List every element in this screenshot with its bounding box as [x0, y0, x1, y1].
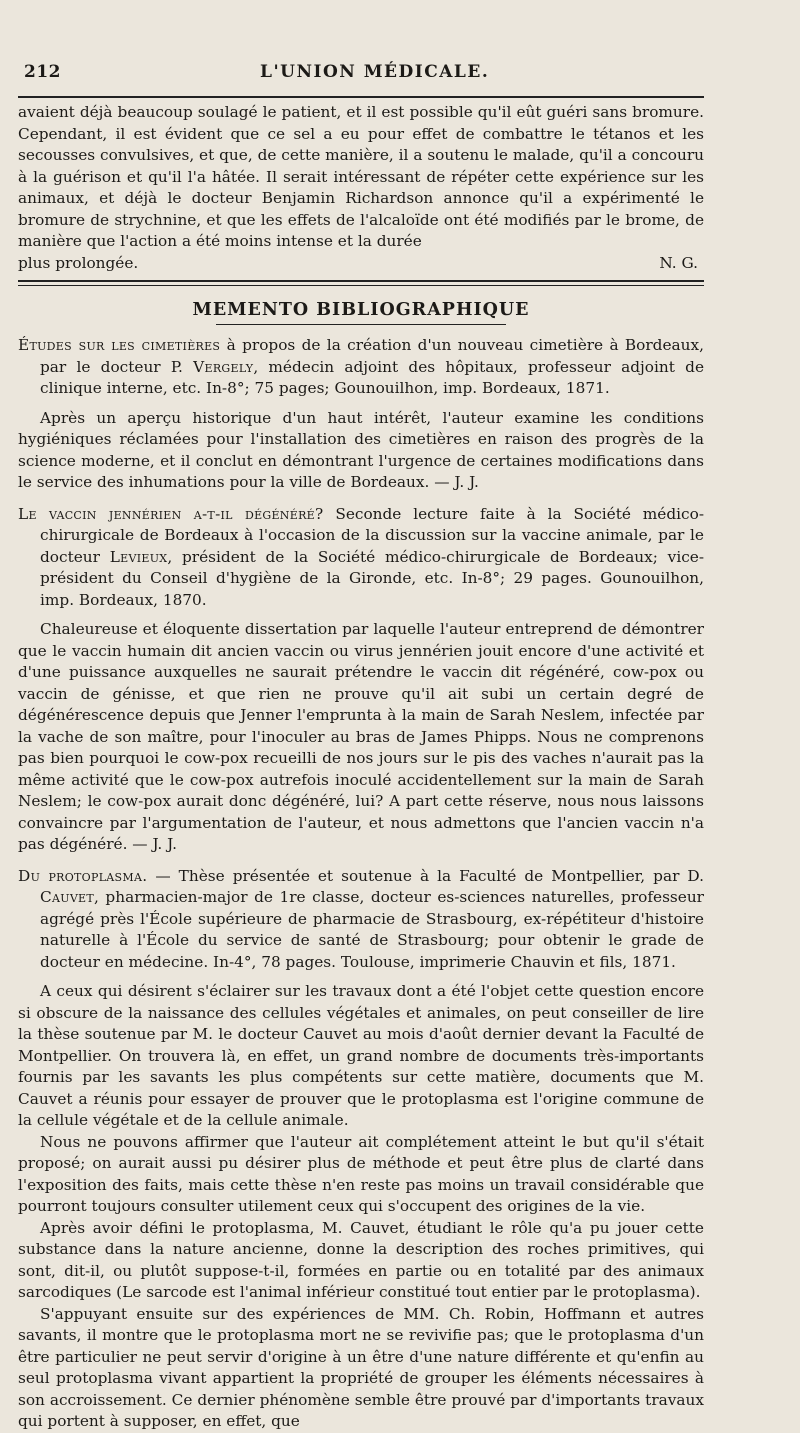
entry-body-paragraph: Après avoir défini le protoplasma, M. Cauvet, étudiant le rôle qu'a pu jouer cette substance dans la nature ancienne, donne la description des roches primitives, qui sont, dit-il, ou plutôt suppose-t-il, formées en partie ou en totalité par des animaux sarcodiques (Le sarcode est l'animal inférieur constitué tout entier par le protoplasma). — [18, 1218, 704, 1301]
entry-details: , pharmacien-major de 1re classe, docteur es-sciences naturelles, professeur agrégé près l'École supérieure de pharmacie de Strasbourg, ex-répétiteur d'histoire naturelle à l'École du service de santé de Strasbourg; pour obtenir le grade de docteur en médecine. In-4°, 78 pages. Toulouse, imprimerie Chauvin et fils, 1871. — [40, 888, 704, 971]
intro-paragraph: avaient déjà beaucoup soulagé le patient, et il est possible qu'il eût guéri sans bromure. Cependant, il est évident que ce sel a eu pour effet de combattre le tétanos et les secousses convulsives, et que, de cette manière, il a soutenu le malade, qu'il a concouru à la guérison et qu'il l'a hâtée. Il serait intéressant de répéter cette expérience sur les animaux, et déjà le docteur Benjamin Richardson annonce qu'il a expérimenté le bromure de strychnine, et que les effets de l'alcaloïde ont été modifiés par le brome, de manière que l'action a été moins intense et la durée — [18, 103, 704, 250]
running-title: L'UNION MÉDICALE. — [260, 62, 490, 82]
section-rule — [18, 280, 704, 286]
entry-body-paragraph: A ceux qui désirent s'éclairer sur les travaux dont a été l'objet cette question encore si obscure de la naissance des cellules végétales et animales, on peut conseiller de lire la thèse soutenue par M. le docteur Cauvet au mois d'août dernier devant la Faculté de Montpellier. On trouvera là, en effet, un grand nombre de documents très-importants fournis par les savants les plus compétents sur cette matière, documents que M. Cauvet a réunis pour essayer de prouver que le protoplasma est l'origine commune de la cellule végétale et de la cellule animale. — [18, 982, 704, 1129]
entry-title: Études sur les cimetières — [18, 336, 221, 354]
entry-body-paragraph: Après un aperçu historique d'un haut intérêt, l'auteur examine les conditions hygiéniques réclamées pour l'installation des cimetières en raison des progrès de la science moderne, et il conclut en démontrant l'urgence de certaines modifications dans le service des inhumations pour la ville de Bordeaux. — J. J. — [18, 408, 704, 491]
entry-cimetieres — [18, 335, 704, 494]
entry-description: à propos de la création d'un nouveau cimetière à Bordeaux, par le docteur P. — [40, 336, 704, 376]
entry-body-paragraph: S'appuyant ensuite sur des expériences de MM. Ch. Robin, Hoffmann et autres savants, il montre que le protoplasma mort ne se revivifie pas; que le protoplasma d'un être particulier ne peut servir d'origine à un être d'une nature différente et qu'enfin au seul protoplasma vivant appartient la propriété de grouper les éléments nécessaires à son accroissement. Ce dernier phénomène semble être prouvé par d'importants travaux qui portent à supposer, en effet, que — [18, 1304, 704, 1430]
entry-description: Seconde lecture faite à la Société médico-chirurgicale de Bordeaux à l'occasion de la discussion sur la vaccine animale, par le docteur — [40, 504, 704, 566]
header-rule — [18, 96, 704, 98]
entry-description: — Thèse présentée et soutenue à la Faculté de Montpellier, par D. — [147, 866, 704, 885]
section-title: MEMENTO BIBLIOGRAPHIQUE — [192, 300, 530, 320]
page-number: 212 — [24, 62, 61, 82]
entry-title: Du protoplasma. — [18, 866, 148, 885]
entry-author: Levieux — [109, 547, 168, 566]
page-header — [24, 62, 704, 82]
entry-protoplasma — [18, 866, 704, 1433]
intro-signature-line — [18, 253, 704, 275]
intro-last-line: plus prolongée. — [18, 253, 139, 272]
intro-signature: N. G. — [659, 253, 698, 272]
entry-title: Le vaccin jennérien a-t-il dégénéré? — [18, 504, 324, 523]
title-underline — [216, 324, 506, 325]
entry-heading — [18, 866, 704, 974]
entry-vaccin — [18, 504, 704, 856]
entry-body-paragraph: Nous ne pouvons affirmer que l'auteur ait complétement atteint le but qu'il s'était proposé; on aurait aussi pu désirer plus de méthode et peut être plus de clarté dans l'exposition des faits, mais cette thèse n'en reste pas moins un travail considérable que pourront toujours consulter utilement ceux qui s'occupent des origines de la vie. — [18, 1132, 704, 1215]
entry-author: Vergely — [193, 357, 254, 376]
entry-heading — [18, 335, 704, 400]
entry-heading — [18, 504, 704, 612]
entry-details: , président de la Société médico-chirurgicale de Bordeaux; vice-président du Conseil d'hygiène de la Gironde, etc. In-8°; 29 pages. Gounouilhon, imp. Bordeaux, 1870. — [40, 547, 705, 609]
entry-author: Cauvet — [40, 888, 95, 906]
entry-details: , médecin adjoint des hôpitaux, professeur adjoint de clinique interne, etc. In-8°; 75 pages; Gounouilhon, imp. Bordeaux, 1871. — [40, 357, 705, 397]
entry-body-paragraph: Chaleureuse et éloquente dissertation par laquelle l'auteur entreprend de démontrer que le vaccin humain dit ancien vaccin ou virus jennérien jouit encore d'une activité et d'une puissance auxquelles ne saurait prétendre le vaccin dit régénéré, cow-pox ou vaccin de génisse, et que rien ne prouve qu'il ait subi un certain degré de dégénérescence depuis que Jenner l'emprunta à la main de Sarah Neslem, infectée par la vache de son maître, pour l'inoculer au bras de James Phipps. Nous ne comprenons pas bien pourquoi le cow-pox recueilli de nos jours sur le pis des vaches n'aurait pas la même activité que le cow-pox autrefois inoculé accidentellement sur la main de Sarah Neslem; le cow-pox aurait donc dégénéré, lui? A part cette réserve, nous nous laissons convaincre par l'argumentation de l'auteur, et nous admettons que l'ancien vaccin n'a pas dégénéré. — J. J. — [18, 620, 704, 853]
